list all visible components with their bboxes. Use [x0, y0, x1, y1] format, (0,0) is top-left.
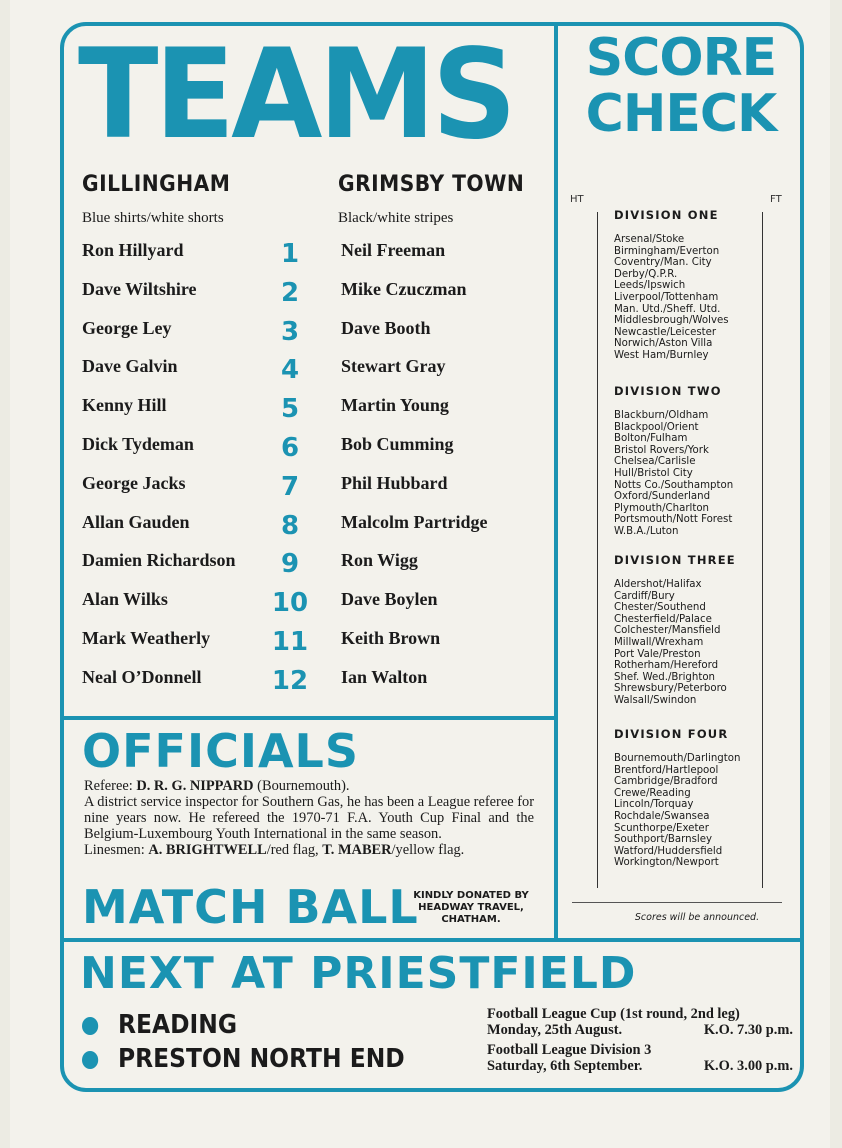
- away-player-12: Ian Walton: [341, 666, 428, 687]
- shirt-number-2: 2: [280, 277, 300, 308]
- half-time-label: HT: [570, 194, 584, 205]
- linesman-2-flag: /yellow flag.: [391, 842, 465, 858]
- away-player-6: Bob Cumming: [341, 434, 454, 454]
- shirt-number-1: 1: [280, 239, 300, 269]
- next-fixture-2-info: [487, 1042, 793, 1074]
- home-player-3: George Ley: [82, 317, 172, 338]
- linesmen-line: [84, 842, 534, 858]
- division-fixtures-4: [614, 753, 740, 869]
- fixture-row: Man. Utd./Sheff. Utd.: [614, 303, 721, 315]
- home-player-5: Kenny Hill: [82, 395, 167, 416]
- fixture-row: Chester/Southend: [614, 602, 706, 614]
- home-player-9: Damien Richardson: [82, 550, 236, 571]
- linesmen-label: Linesmen:: [84, 842, 149, 858]
- shirt-number-4: 4: [280, 355, 300, 386]
- divider-teams-officials: [62, 716, 556, 720]
- fixture-row: Cardiff/Bury: [614, 590, 675, 602]
- ht-column-line: [597, 212, 598, 888]
- shirt-number-3: 3: [280, 316, 300, 347]
- shirt-number-10: 10: [271, 588, 309, 619]
- referee-place: (Bournemouth).: [253, 778, 350, 794]
- fixture-2-date: Saturday, 6th September.: [487, 1058, 643, 1074]
- fixture-row: Colchester/Mansfield: [614, 625, 721, 637]
- fixture-row: Shef. Wed./Brighton: [614, 671, 716, 683]
- away-player-11: Keith Brown: [341, 628, 441, 648]
- bullet-icon: [82, 1051, 98, 1069]
- referee-label: Referee:: [84, 778, 137, 794]
- donor-line-3: CHATHAM.: [441, 914, 501, 925]
- fixture-row: Brentford/Hartlepool: [614, 764, 719, 776]
- linesman-1: A. BRIGHTWELL: [148, 842, 267, 858]
- fixture-row: Blackpool/Orient: [614, 421, 699, 433]
- away-player-4: Stewart Gray: [341, 356, 446, 377]
- bullet-icon: [82, 1017, 98, 1035]
- score-note: Scores will be announced.: [634, 912, 760, 923]
- home-team-name: GILLINGHAM: [82, 172, 231, 197]
- fixture-row: Aldershot/Halifax: [614, 579, 702, 590]
- home-player-2: Dave Wiltshire: [82, 278, 197, 299]
- divider-next: [62, 938, 802, 942]
- fixture-row: Port Vale/Preston: [614, 648, 701, 660]
- next-team-1-name: READING: [118, 1010, 238, 1040]
- fixture-2-competition: Football League Division 3: [487, 1042, 652, 1058]
- linesman-1-flag: /red flag,: [266, 842, 323, 858]
- away-team-name: GRIMSBY TOWN: [338, 172, 525, 197]
- home-player-4: Dave Galvin: [82, 356, 178, 377]
- fixture-row: Bristol Rovers/York: [614, 444, 709, 456]
- shirt-number-8: 8: [280, 510, 300, 541]
- away-player-2: Mike Czuczman: [341, 278, 467, 299]
- next-fixtures-title: NEXT AT PRIESTFIELD: [80, 948, 637, 999]
- fixture-row: Chelsea/Carlisle: [614, 456, 696, 468]
- away-player-3: Dave Booth: [341, 317, 431, 338]
- division-title-3: DIVISION THREE: [614, 553, 736, 567]
- matchball-donor: [410, 890, 532, 926]
- fixture-row: Derby/Q.P.R.: [614, 268, 678, 280]
- home-player-1: Ron Hillyard: [82, 240, 184, 260]
- shirt-number-7: 7: [280, 471, 300, 502]
- fixture-row: Walsall/Swindon: [614, 694, 697, 706]
- fixture-row: Portsmouth/Nott Forest: [614, 514, 733, 526]
- fixture-row: Newcastle/Leicester: [614, 326, 717, 338]
- home-player-8: Allan Gauden: [82, 511, 190, 532]
- scorecheck-title-line1: SCORE: [585, 28, 777, 88]
- fixture-row: Notts Co./Southampton: [614, 479, 734, 491]
- fixture-row: Shrewsbury/Peterboro: [614, 683, 727, 695]
- scorecheck-title-line2: CHECK: [585, 84, 777, 144]
- fixture-2-datetime: [487, 1058, 793, 1074]
- divider-vertical: [554, 24, 558, 942]
- division-title-4: DIVISION FOUR: [614, 727, 729, 741]
- fixture-row: Hull/Bristol City: [614, 467, 693, 479]
- fixture-row: Watford/Huddersfield: [614, 845, 723, 857]
- full-time-label: FT: [770, 194, 782, 205]
- division-fixtures-1: [614, 234, 729, 362]
- fixture-row: Coventry/Man. City: [614, 257, 712, 269]
- score-note-rule: [572, 902, 782, 903]
- division-fixtures-3: [614, 579, 727, 707]
- fixture-row: Leeds/Ipswich: [614, 280, 686, 292]
- fixture-row: W.B.A./Luton: [614, 525, 679, 537]
- away-player-9: Ron Wigg: [341, 550, 418, 571]
- donor-line-2: HEADWAY TRAVEL,: [418, 902, 524, 913]
- away-player-1: Neil Freeman: [341, 240, 446, 260]
- fixture-row: Cambridge/Bradford: [614, 776, 718, 788]
- fixture-row: Workington/Newport: [614, 857, 719, 869]
- ft-column-line: [762, 212, 763, 888]
- home-player-7: George Jacks: [82, 472, 186, 493]
- fixture-1-competition: Football League Cup (1st round, 2nd leg): [487, 1006, 740, 1022]
- fixture-1-datetime: [487, 1022, 793, 1038]
- fixture-row: Southport/Barnsley: [614, 834, 713, 846]
- shirt-number-9: 9: [280, 549, 300, 580]
- scorecheck-title: [570, 30, 792, 142]
- fixture-row: Chesterfield/Palace: [614, 613, 712, 625]
- fixture-row: Birmingham/Everton: [614, 245, 720, 257]
- fixture-row: Plymouth/Charlton: [614, 502, 710, 514]
- home-player-12: Neal O’Donnell: [82, 666, 202, 687]
- fixture-row: Scunthorpe/Exeter: [614, 822, 709, 834]
- next-team-1: [82, 1010, 237, 1040]
- fixture-row: Bolton/Fulham: [614, 433, 688, 445]
- fixture-row: Blackburn/Oldham: [614, 410, 709, 421]
- home-player-10: Alan Wilks: [82, 589, 168, 610]
- fixture-row: Bournemouth/Darlington: [614, 753, 741, 764]
- fixture-row: Rochdale/Swansea: [614, 810, 710, 822]
- division-title-2: DIVISION TWO: [614, 384, 722, 398]
- fixture-row: Norwich/Aston Villa: [614, 338, 713, 350]
- officials-text: [84, 778, 534, 858]
- teams-title: TEAMS: [78, 21, 513, 167]
- next-team-2-name: PRESTON NORTH END: [118, 1044, 405, 1074]
- fixture-row: West Ham/Burnley: [614, 349, 709, 361]
- fixture-row: Crewe/Reading: [614, 787, 691, 799]
- division-fixtures-2: [614, 410, 733, 538]
- matchball-title: MATCH BALL: [82, 880, 419, 934]
- home-player-11: Mark Weatherly: [82, 628, 211, 648]
- home-team-kit: Blue shirts/white shorts: [82, 210, 224, 226]
- fixture-row: Arsenal/Stoke: [614, 234, 685, 245]
- fixture-1-kickoff: K.O. 7.30 p.m.: [703, 1022, 793, 1038]
- away-player-7: Phil Hubbard: [341, 472, 448, 493]
- shirt-number-6: 6: [280, 433, 300, 463]
- division-title-1: DIVISION ONE: [614, 208, 719, 222]
- home-player-6: Dick Tydeman: [82, 434, 194, 454]
- fixture-row: Lincoln/Torquay: [614, 799, 694, 811]
- next-team-2: [82, 1044, 405, 1074]
- referee-name: D. R. G. NIPPARD: [136, 778, 254, 794]
- next-fixture-1-info: [487, 1006, 793, 1038]
- away-player-5: Martin Young: [341, 395, 449, 416]
- officials-title: OFFICIALS: [82, 724, 359, 778]
- fixture-row: Millwall/Wrexham: [614, 636, 704, 648]
- fixture-row: Rotherham/Hereford: [614, 660, 719, 672]
- shirt-number-11: 11: [271, 627, 309, 657]
- away-player-10: Dave Boylen: [341, 589, 438, 610]
- shirt-number-12: 12: [271, 665, 309, 696]
- fixture-row: Oxford/Sunderland: [614, 491, 711, 503]
- referee-line: [84, 778, 534, 794]
- fixture-1-date: Monday, 25th August.: [487, 1022, 623, 1038]
- linesman-2: T. MABER: [322, 842, 392, 858]
- fixture-2-kickoff: K.O. 3.00 p.m.: [703, 1058, 793, 1074]
- donor-line-1: KINDLY DONATED BY: [413, 890, 529, 901]
- shirt-number-5: 5: [280, 394, 300, 425]
- referee-description: A district service inspector for Southern Gas, he has been a League referee for nine years now. He refereed the 1970-71 F.A. Youth Cup Final and the Belgium-Luxembourg Youth International in the same season.: [84, 794, 534, 842]
- away-player-8: Malcolm Partridge: [341, 511, 488, 532]
- fixture-row: Middlesbrough/Wolves: [614, 315, 729, 327]
- away-team-kit: Black/white stripes: [338, 210, 454, 226]
- fixture-row: Liverpool/Tottenham: [614, 291, 719, 303]
